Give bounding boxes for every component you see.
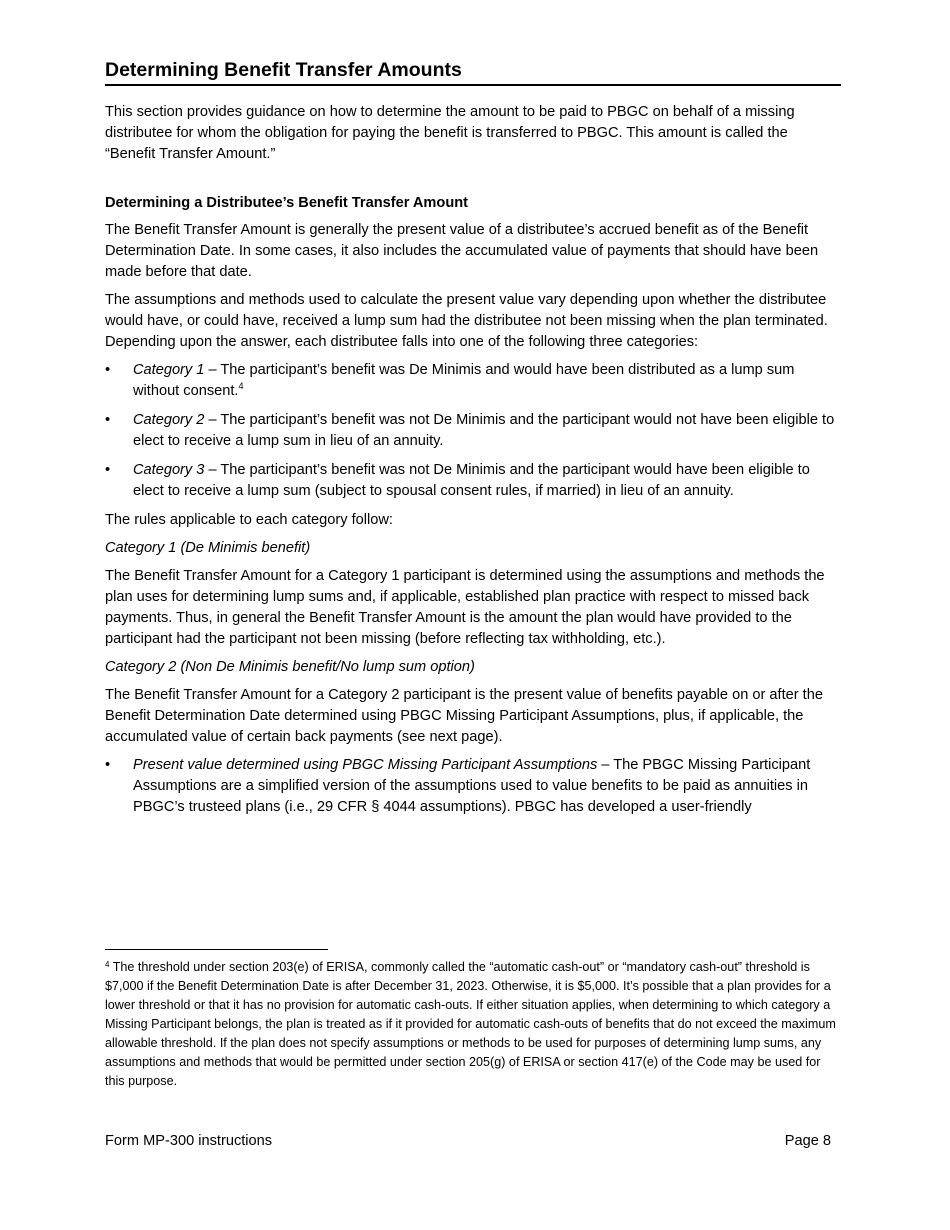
footer-form-name: Form MP-300 instructions bbox=[105, 1133, 273, 1149]
list-item-category-3 bbox=[105, 460, 841, 502]
footnote-ref[interactable]: 4 bbox=[238, 381, 244, 391]
footnote-divider bbox=[105, 949, 328, 950]
category-text: – The participant’s benefit was not De Minimis and the participant would have been eligible to elect to receive a lump sum (subject to spousal consent rules, if married) in lieu of an annuity. bbox=[133, 462, 810, 499]
bullet-text: – The PBGC Missing Participant Assumptions are a simplified version of the assumptions used to value benefits to be paid as annuities in PBGC’s trusteed plans (i.e., 29 CFR § 4044 assumptions). PBGC has developed a user-friendly bbox=[133, 757, 811, 815]
bullet-label: Present value determined using PBGC Missing Participant Assumptions bbox=[133, 757, 598, 773]
footnote-number: 4 bbox=[105, 960, 110, 969]
page-number: Page 8 bbox=[784, 1133, 831, 1149]
footnote-text: The threshold under section 203(e) of ERISA, commonly called the “automatic cash-out” or “mandatory cash-out” threshold is $7,000 if the Benefit Determination Date is after December 31, 2023. Otherwise, it is $5,000. It’s possible that a plan provides for a lower threshold or that it has no provision for automatic cash-outs. If either situation applies, when determining to which category a Missing Participant belongs, the plan is treated as if it provided for automatic cash-outs of benefits that do not exceed the maximum allowable threshold. If the plan does not specify assumptions or methods to be used for purposes of determining lump sums, any assumptions and methods that would be permitted under section 205(g) of ERISA or section 417(e) of the Code may be used for this purpose. bbox=[105, 960, 836, 1088]
rules-intro: The rules applicable to each category follow: bbox=[105, 512, 393, 528]
category-label: Category 3 bbox=[133, 462, 205, 478]
paragraph-assumptions: The assumptions and methods used to calculate the present value vary depending upon whether the distributee would have, or could have, received a lump sum had the distributee not been missing when the plan terminated. Depending upon the answer, each distributee falls into one of the following three categories: bbox=[105, 292, 828, 350]
page-footer bbox=[105, 1131, 831, 1152]
category-1-paragraph: The Benefit Transfer Amount for a Category 1 participant is determined using the assumptions and methods the plan uses for determining lump sums and, if applicable, established plan practice with respect to missed back payments. Thus, in general the Benefit Transfer Amount is the amount the plan would have provided to the participant had the participant not been missing (before reflecting tax withholding, etc.). bbox=[105, 568, 825, 647]
category-1-heading: Category 1 (De Minimis benefit) bbox=[105, 540, 311, 556]
list-item-present-value bbox=[105, 755, 841, 818]
paragraph-benefit-transfer: The Benefit Transfer Amount is generally the present value of a distributee’s accrued benefit as of the Benefit Determination Date. In some cases, it also includes the accumulated value of payments that should have been made before that date. bbox=[105, 222, 819, 280]
list-item-category-1 bbox=[105, 360, 841, 402]
category-2-bullets bbox=[105, 755, 841, 818]
intro-paragraph: This section provides guidance on how to determine the amount to be paid to PBGC on behalf of a missing distributee for whom the obligation for paying the benefit is transferred to PBGC. This amount is called the “Benefit Transfer Amount.” bbox=[105, 104, 795, 162]
page-title: Determining Benefit Transfer Amounts bbox=[105, 57, 841, 86]
category-label: Category 2 bbox=[133, 412, 205, 428]
category-label: Category 1 bbox=[133, 362, 205, 378]
category-text: – The participant’s benefit was not De Minimis and the participant would not have been eligible to elect to receive a lump sum in lieu of an annuity. bbox=[133, 412, 835, 449]
section-subheading: Determining a Distributee’s Benefit Transfer Amount bbox=[105, 195, 469, 211]
category-text: – The participant’s benefit was De Minimis and would have been distributed as a lump sum without consent. bbox=[133, 362, 795, 399]
category-2-heading: Category 2 (Non De Minimis benefit/No lump sum option) bbox=[105, 659, 475, 675]
category-2-paragraph: The Benefit Transfer Amount for a Category 2 participant is the present value of benefits payable on or after the Benefit Determination Date determined using PBGC Missing Participant Assumptions, plus, if applicable, the accumulated value of certain back payments (see next page). bbox=[105, 687, 823, 745]
list-item-category-2 bbox=[105, 410, 841, 452]
main-content bbox=[105, 57, 841, 826]
category-list bbox=[105, 360, 841, 502]
footnote bbox=[105, 958, 841, 1091]
